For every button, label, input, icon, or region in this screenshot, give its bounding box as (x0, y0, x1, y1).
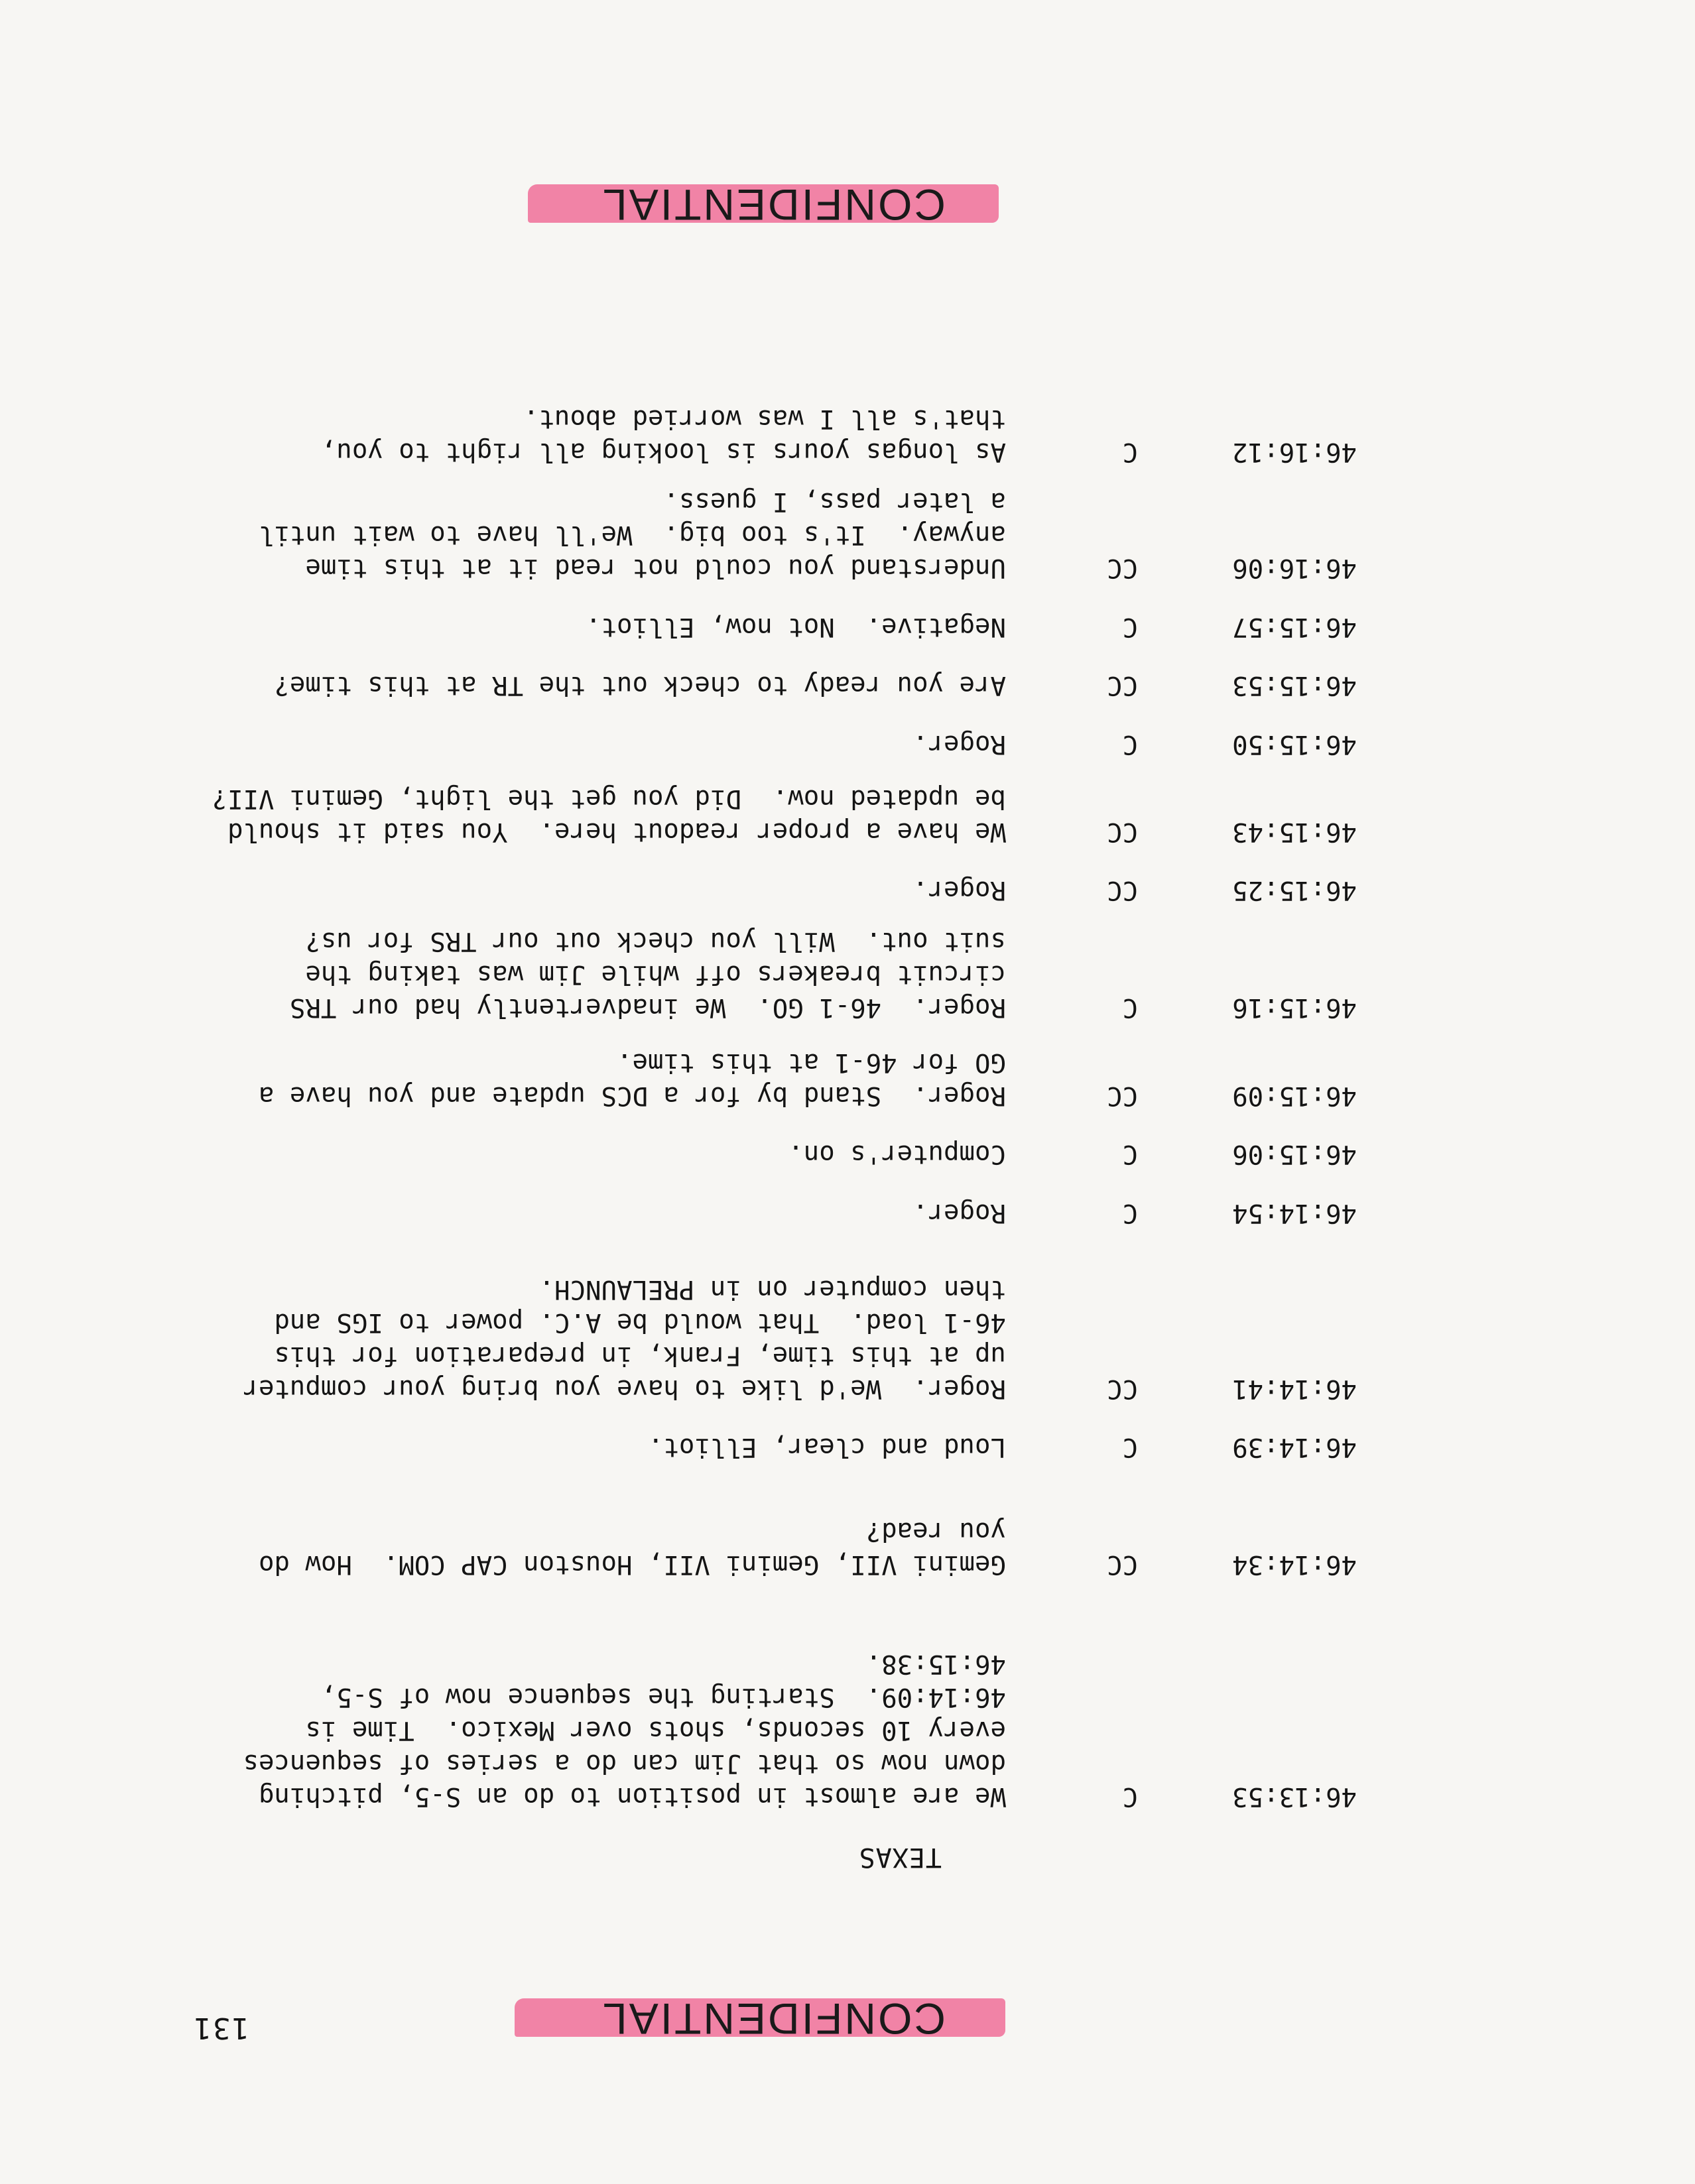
text-line: every 10 seconds, shots over Mexico. Time is (305, 1715, 1006, 1745)
speaker: C (1122, 1139, 1138, 1169)
speaker: CC (1107, 1081, 1138, 1111)
text-line: 46-1 load. That would be A.C. power to IGS and (274, 1307, 1006, 1337)
transcript-text (117, 1196, 1006, 1229)
speaker: CC (1107, 670, 1138, 700)
transcript-text (117, 1137, 1006, 1170)
speaker: C (1122, 1432, 1138, 1462)
text-line: Roger. (912, 729, 1006, 759)
timestamp: 46:15:53 (1232, 670, 1357, 700)
transcript-text (117, 1647, 1006, 1813)
text-line: Roger. (912, 875, 1006, 905)
speaker: CC (1107, 875, 1138, 905)
text-line: Computer's on. (788, 1139, 1006, 1169)
confidential-stamp-text: CONFIDENTIAL (600, 180, 946, 229)
page-number: 131 (192, 2011, 249, 2045)
transcript-text (117, 1272, 1006, 1405)
transcript-text (117, 1514, 1006, 1581)
transcript-text (117, 668, 1006, 701)
transcript-text (117, 402, 1006, 468)
text-line: circuit breakers off while Jim was taking the (305, 959, 1006, 989)
text-line: Negative. Not now, Elliot. (586, 612, 1006, 642)
text-line: anyway. It's too big. We'll have to wait until (258, 520, 1006, 550)
text-line: up at this time, Frank, in preparation for this (274, 1341, 1006, 1370)
speaker: C (1122, 437, 1138, 467)
timestamp: 46:16:06 (1232, 553, 1357, 583)
confidential-stamp-bottom (548, 180, 999, 229)
transcript-text (117, 1430, 1006, 1463)
text-line: suit out. Will you check out our TRS for us? (305, 926, 1006, 956)
timestamp: 46:15:50 (1232, 729, 1357, 759)
confidential-stamp-text: CONFIDENTIAL (600, 1994, 946, 2043)
timestamp: 46:16:12 (1232, 437, 1357, 467)
timestamp: 46:15:16 (1232, 993, 1357, 1022)
timestamp: 46:15:25 (1232, 875, 1357, 905)
confidential-stamp-top (541, 1994, 1005, 2043)
speaker: C (1122, 612, 1138, 642)
speaker: CC (1107, 1549, 1138, 1579)
text-line: 46:15:38. (865, 1649, 1006, 1679)
transcript-text (117, 924, 1006, 1024)
transcript-text (117, 610, 1006, 643)
text-line: We are almost in position to do an S-5, pitching (258, 1782, 1006, 1811)
transcript-text (117, 727, 1006, 760)
timestamp: 46:14:39 (1232, 1432, 1357, 1462)
timestamp: 46:15:09 (1232, 1081, 1357, 1111)
speaker: C (1122, 993, 1138, 1022)
speaker: CC (1107, 553, 1138, 583)
text-line: Loud and clear, Elliot. (647, 1432, 1006, 1462)
timestamp: 46:13:53 (1232, 1782, 1357, 1811)
text-line: Roger. (912, 1198, 1006, 1228)
timestamp: 46:14:34 (1232, 1549, 1357, 1579)
text-line: Understand you could not read it at this time (305, 553, 1006, 583)
text-line: down now so that Jim can do a series of sequences (243, 1748, 1006, 1778)
speaker: CC (1107, 817, 1138, 847)
text-line: then computer on in PRELAUNCH. (538, 1274, 1006, 1304)
text-line: you read? (865, 1516, 1006, 1546)
text-line: Gemini VII, Gemini VII, Houston CAP COM. How do (258, 1549, 1006, 1579)
text-line: GO for 46-1 at this time. (617, 1048, 1006, 1077)
text-line: be updated now. Did you get the light, Gemini VII? (212, 784, 1006, 814)
transcript-text (117, 485, 1006, 584)
text-line: Roger. Stand by for a DCS update and you have a (258, 1081, 1006, 1111)
text-line: 46:14:09. Starting the sequence now of S-5, (320, 1682, 1006, 1712)
text-line: Roger. 46-1 GO. We inadvertently had our TRS (289, 993, 1006, 1022)
timestamp: 46:15:06 (1232, 1139, 1357, 1169)
transcript-text (117, 873, 1006, 906)
speaker: C (1122, 729, 1138, 759)
text-line: Roger. We'd like to have you bring your computer (243, 1374, 1006, 1404)
text-line: a later pass, I guess. (663, 487, 1006, 516)
timestamp: 46:14:41 (1232, 1374, 1357, 1404)
text-line: that's all I was worried about. (523, 404, 1006, 434)
text-line: Are you ready to check out the TR at this time? (274, 670, 1006, 700)
text-line: As longas yours is looking all right to you, (320, 437, 1006, 467)
location-heading: TEXAS (858, 1842, 942, 1872)
timestamp: 46:15:43 (1232, 817, 1357, 847)
speaker: C (1122, 1198, 1138, 1228)
timestamp: 46:14:54 (1232, 1198, 1357, 1228)
text-line: We have a proper readout here. You said it should (227, 817, 1006, 847)
speaker: C (1122, 1782, 1138, 1811)
transcript-text (117, 1046, 1006, 1112)
timestamp: 46:15:57 (1232, 612, 1357, 642)
speaker: CC (1107, 1374, 1138, 1404)
transcript-text (117, 782, 1006, 848)
